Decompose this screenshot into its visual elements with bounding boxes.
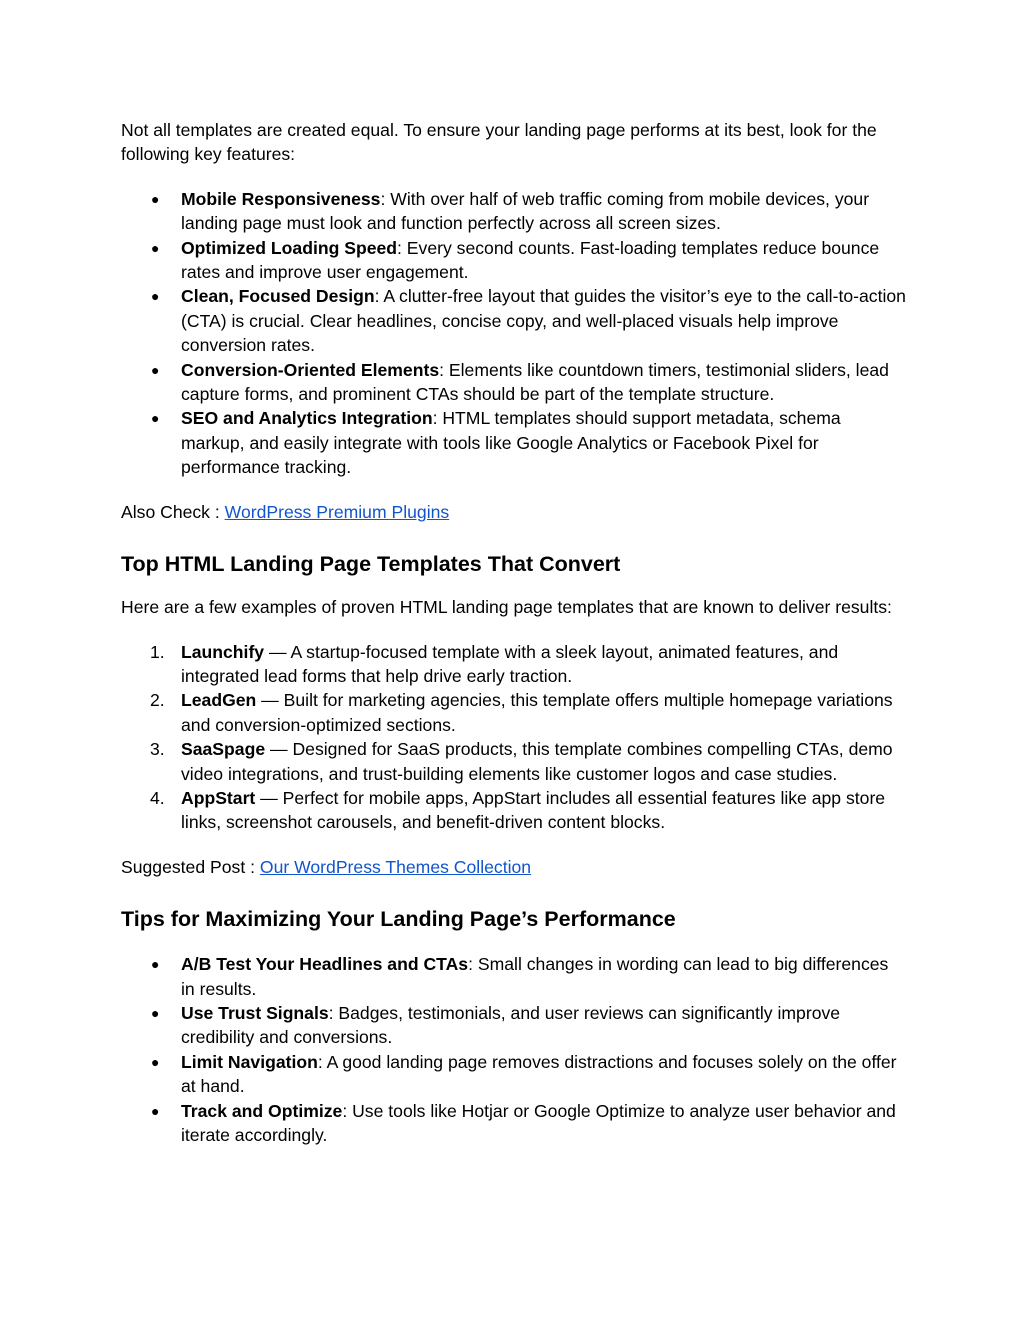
tip-title: Use Trust Signals bbox=[181, 1002, 329, 1023]
list-item bbox=[121, 1001, 906, 1050]
bullet-icon: ● bbox=[151, 1004, 160, 1021]
list-item bbox=[121, 358, 906, 407]
list-item bbox=[121, 187, 906, 236]
feature-text: : Elements like countdown timers, testimonial sliders, lead capture forms, and prominent CTAs should be part of the template structure. bbox=[181, 359, 889, 405]
feature-text: : Every second counts. Fast-loading templates reduce bounce rates and improve user engagement. bbox=[181, 237, 880, 283]
list-item bbox=[121, 688, 906, 737]
also-check-line bbox=[121, 500, 906, 524]
wordpress-premium-plugins-link[interactable]: WordPress Premium Plugins bbox=[224, 501, 450, 522]
list-number: 1. bbox=[150, 641, 165, 662]
feature-text: : With over half of web traffic coming from mobile devices, your landing page must look and function perfectly across all screen sizes. bbox=[181, 188, 870, 234]
tip-title: A/B Test Your Headlines and CTAs bbox=[181, 954, 469, 975]
tip-text: : Badges, testimonials, and user reviews can significantly improve credibility and conversions. bbox=[181, 1002, 841, 1048]
list-number: 4. bbox=[150, 787, 165, 808]
feature-title: Conversion-Oriented Elements bbox=[181, 359, 440, 380]
example-text: — Designed for SaaS products, this template combines compelling CTAs, demo video integrations, and trust-building elements like customer logos and case studies. bbox=[181, 739, 893, 784]
feature-title: Optimized Loading Speed bbox=[181, 237, 398, 258]
bullet-icon: ● bbox=[151, 190, 160, 207]
tip-text: : A good landing page removes distractions and focuses solely on the offer at hand. bbox=[181, 1051, 897, 1097]
tip-title: Limit Navigation bbox=[181, 1051, 318, 1072]
bullet-icon: ● bbox=[151, 1102, 160, 1119]
feature-title: Mobile Responsiveness bbox=[181, 188, 381, 209]
list-item bbox=[121, 737, 906, 786]
bullet-icon: ● bbox=[151, 361, 160, 378]
list-number: 3. bbox=[150, 739, 165, 760]
feature-title: Clean, Focused Design bbox=[181, 286, 375, 307]
list-item bbox=[121, 786, 906, 835]
tips-list bbox=[121, 952, 906, 1147]
features-list bbox=[121, 187, 906, 480]
suggested-post-prefix: Suggested Post : bbox=[121, 856, 260, 877]
bullet-icon: ● bbox=[151, 239, 160, 256]
list-number: 2. bbox=[150, 690, 165, 711]
example-title: AppStart bbox=[181, 787, 256, 808]
list-item bbox=[121, 1099, 906, 1148]
example-text: — A startup-focused template with a sleek layout, animated features, and integrated lead forms that help drive early traction. bbox=[181, 641, 839, 686]
list-item bbox=[121, 284, 906, 357]
suggested-post-line bbox=[121, 855, 906, 879]
list-item bbox=[121, 952, 906, 1001]
examples-list bbox=[121, 640, 906, 835]
list-item bbox=[121, 406, 906, 479]
example-title: LeadGen bbox=[181, 690, 257, 711]
feature-text: : A clutter-free layout that guides the visitor’s eye to the call-to-action (CTA) is crucial. Clear headlines, concise copy, and well-placed visuals help improve conversion rates. bbox=[181, 286, 906, 356]
example-text: — Built for marketing agencies, this template offers multiple homepage variations and conversion-optimized sections. bbox=[181, 690, 893, 735]
also-check-prefix: Also Check : bbox=[121, 501, 225, 522]
examples-intro-paragraph: Here are a few examples of proven HTML landing page templates that are known to deliver results: bbox=[121, 597, 892, 618]
feature-title: SEO and Analytics Integration bbox=[181, 408, 433, 429]
bullet-icon: ● bbox=[151, 956, 160, 973]
feature-text: : HTML templates should support metadata, schema markup, and easily integrate with tools like Google Analytics or Facebook Pixel for performance tracking. bbox=[181, 408, 841, 478]
bullet-icon: ● bbox=[151, 410, 160, 427]
intro-paragraph: Not all templates are created equal. To ensure your landing page performs at its best, look for the following key features: bbox=[121, 120, 877, 165]
list-item bbox=[121, 236, 906, 285]
document-page bbox=[121, 118, 906, 1147]
example-text: — Perfect for mobile apps, AppStart includes all essential features like app store links, screenshot carousels, and benefit-driven content blocks. bbox=[181, 787, 886, 833]
list-item bbox=[121, 640, 906, 689]
bullet-icon: ● bbox=[151, 288, 160, 305]
example-title: SaaSpage bbox=[181, 739, 266, 760]
heading-top-templates: Top HTML Landing Page Templates That Convert bbox=[121, 552, 621, 577]
tip-title: Track and Optimize bbox=[181, 1100, 343, 1121]
tip-text: : Use tools like Hotjar or Google Optimize to analyze user behavior and iterate accordingly. bbox=[181, 1100, 896, 1145]
example-title: Launchify bbox=[181, 641, 265, 662]
list-item bbox=[121, 1050, 906, 1099]
wordpress-themes-collection-link[interactable]: Our WordPress Themes Collection bbox=[259, 856, 532, 877]
bullet-icon: ● bbox=[151, 1053, 160, 1070]
heading-tips: Tips for Maximizing Your Landing Page’s Performance bbox=[121, 907, 676, 932]
tip-text: : Small changes in wording can lead to big differences in results. bbox=[181, 954, 889, 999]
